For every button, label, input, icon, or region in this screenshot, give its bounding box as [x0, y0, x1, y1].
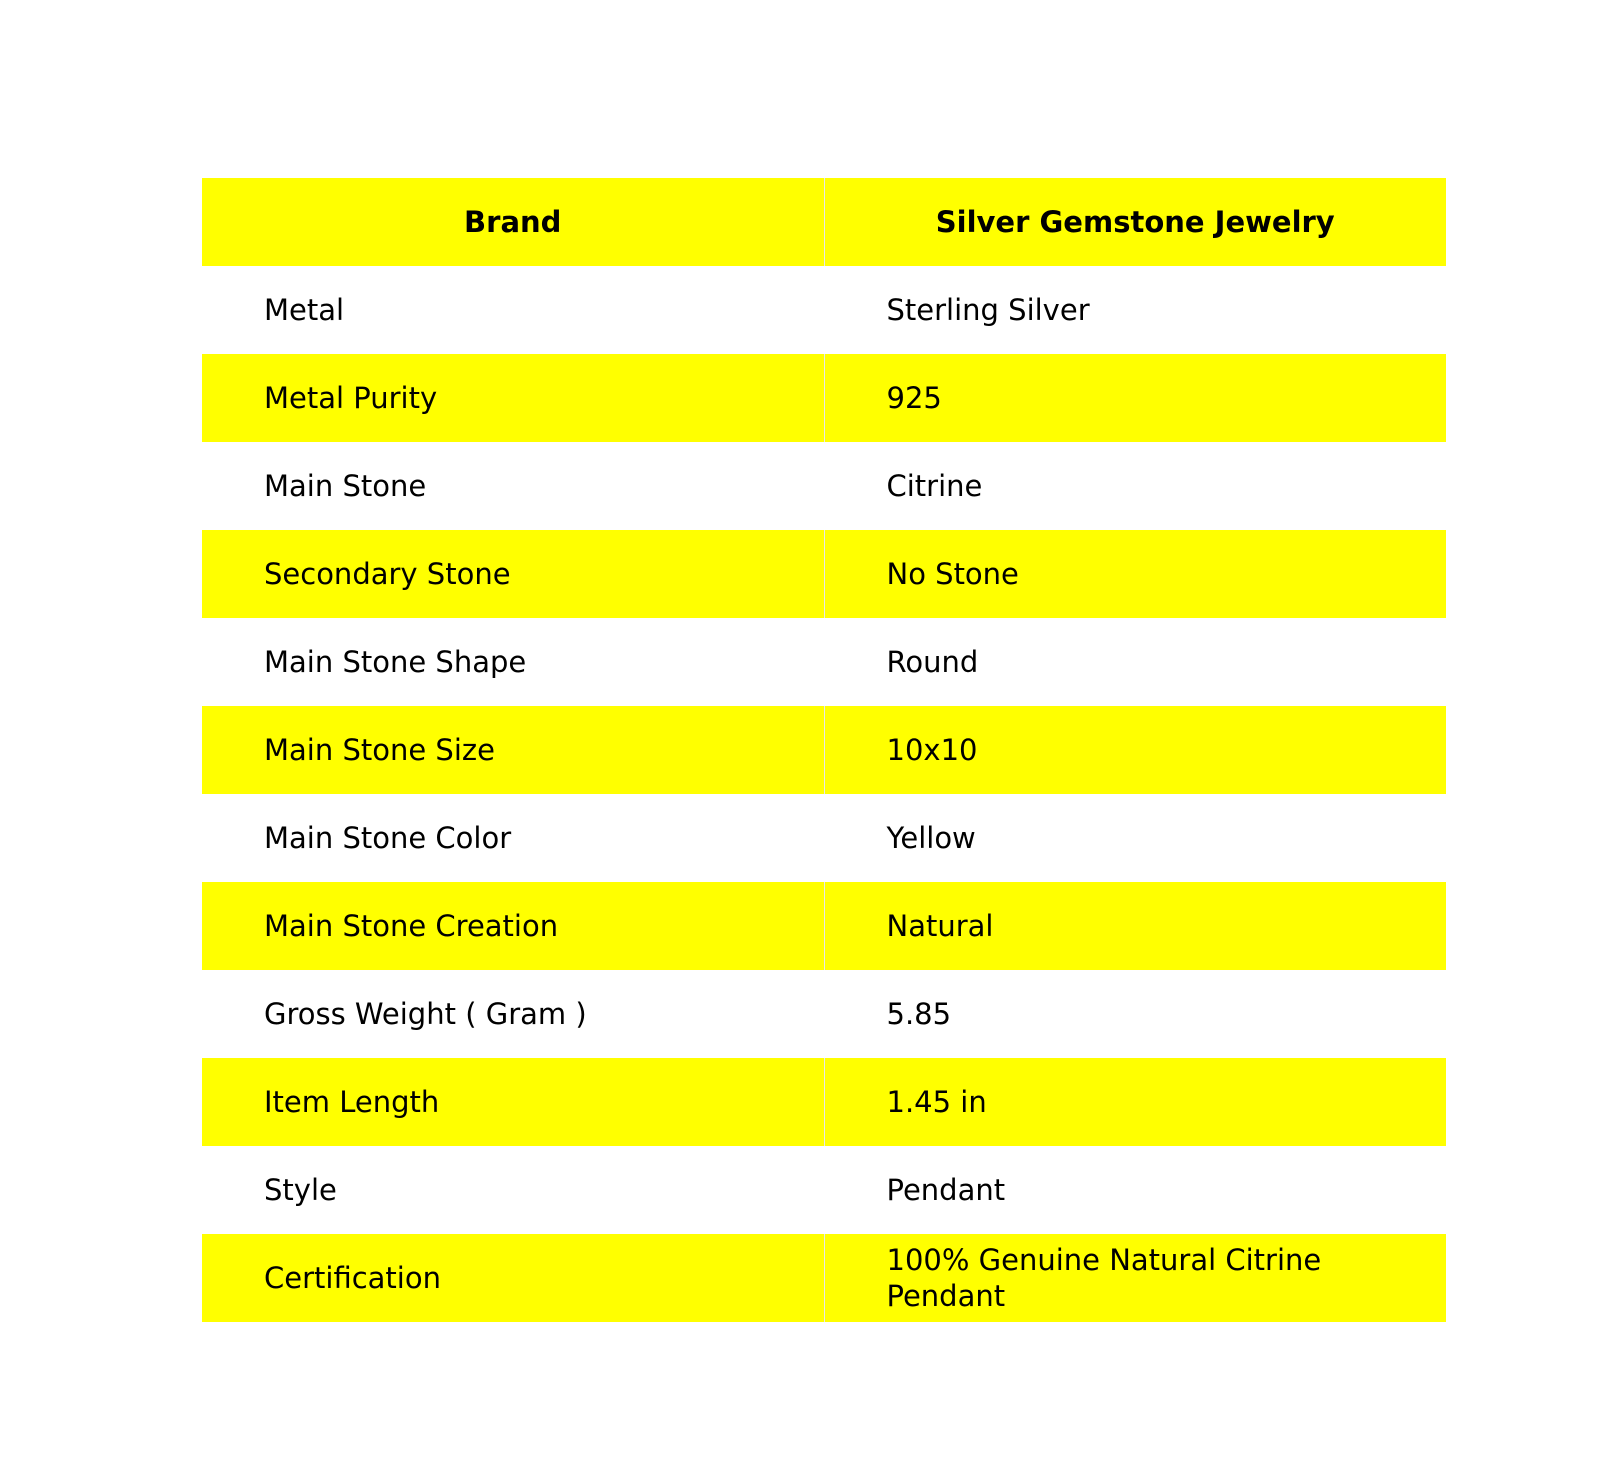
- table-row: [202, 970, 1446, 1058]
- spec-value: 5.85: [824, 970, 1446, 1058]
- spec-value: No Stone: [824, 530, 1446, 618]
- spec-value: Yellow: [824, 794, 1446, 882]
- spec-value: Citrine: [824, 442, 1446, 530]
- table-row: [202, 794, 1446, 882]
- spec-label: Metal: [202, 266, 824, 354]
- spec-label: Main Stone Creation: [202, 882, 824, 970]
- spec-label: Main Stone Size: [202, 706, 824, 794]
- product-spec-table: [202, 178, 1446, 1322]
- table-row: [202, 706, 1446, 794]
- spec-label: Gross Weight ( Gram ): [202, 970, 824, 1058]
- table-header-row: [202, 178, 1446, 266]
- table-row: [202, 1234, 1446, 1322]
- spec-label: Metal Purity: [202, 354, 824, 442]
- spec-label: Certification: [202, 1234, 824, 1322]
- table-row: [202, 1058, 1446, 1146]
- table-row: [202, 442, 1446, 530]
- spec-value: 925: [824, 354, 1446, 442]
- table-row: [202, 1146, 1446, 1234]
- spec-value: Natural: [824, 882, 1446, 970]
- spec-label: Main Stone Color: [202, 794, 824, 882]
- table-row: [202, 882, 1446, 970]
- spec-label: Main Stone Shape: [202, 618, 824, 706]
- spec-value: Round: [824, 618, 1446, 706]
- header-cell-brand-label: Brand: [202, 178, 824, 266]
- spec-value: Pendant: [824, 1146, 1446, 1234]
- spec-value: 10x10: [824, 706, 1446, 794]
- spec-value: 100% Genuine Natural Citrine Pendant: [824, 1234, 1446, 1322]
- table-row: [202, 618, 1446, 706]
- table-row: [202, 354, 1446, 442]
- spec-label: Main Stone: [202, 442, 824, 530]
- spec-label: Style: [202, 1146, 824, 1234]
- header-cell-brand-value: Silver Gemstone Jewelry: [824, 178, 1446, 266]
- spec-label: Secondary Stone: [202, 530, 824, 618]
- spec-value: Sterling Silver: [824, 266, 1446, 354]
- table-row: [202, 530, 1446, 618]
- table-row: [202, 266, 1446, 354]
- spec-label: Item Length: [202, 1058, 824, 1146]
- spec-value: 1.45 in: [824, 1058, 1446, 1146]
